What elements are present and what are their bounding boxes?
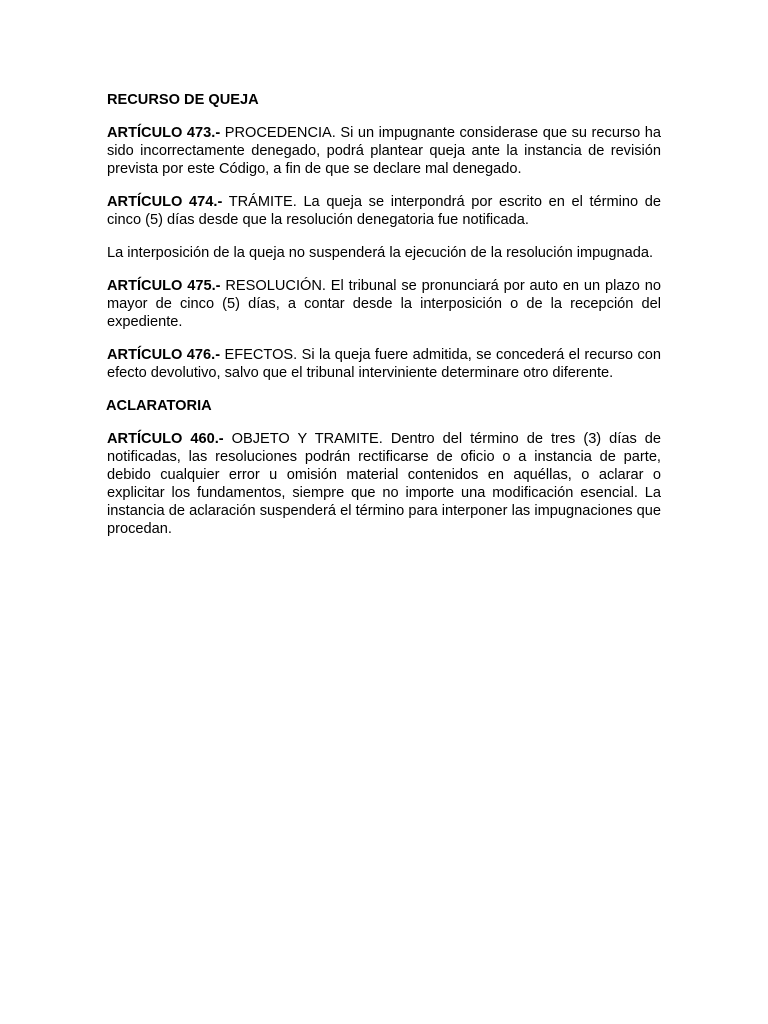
article-474-number: ARTÍCULO 474.- xyxy=(107,194,223,210)
section-heading-aclaratoria: ACLARATORIA xyxy=(106,398,212,414)
article-475-text: RESOLUCIÓN. El tribunal se pronunciará por auto en un plazo no mayor de cinco (5) días, a contar desde la interposición o de la recepción del expediente. xyxy=(107,278,661,330)
article-476-number: ARTÍCULO 476.- xyxy=(107,347,221,363)
article-474-paragraph xyxy=(107,193,661,229)
queja-no-suspende-text: La interposición de la queja no suspenderá la ejecución de la resolución impugnada. xyxy=(107,245,654,261)
article-476-paragraph xyxy=(107,346,661,382)
article-475-paragraph xyxy=(107,277,661,331)
queja-no-suspende-paragraph xyxy=(107,244,661,262)
article-475-number: ARTÍCULO 475.- xyxy=(107,278,221,294)
article-473-paragraph xyxy=(107,124,661,178)
section-heading-recurso-de-queja: RECURSO DE QUEJA xyxy=(107,92,259,108)
article-460-number: ARTÍCULO 460.- xyxy=(107,431,224,447)
article-473-text: PROCEDENCIA. Si un impugnante considerase que su recurso ha sido incorrectamente denegado, podrá plantear queja ante la instancia de revisión prevista por este Código, a fin de que se declare mal denegado. xyxy=(107,125,661,177)
article-460-text: OBJETO Y TRAMITE. Dentro del término de tres (3) días de notificadas, las resoluciones podrán rectificarse de oficio o a instancia de parte, debido cualquier error u omisión material contenidos en aquéllas, o aclarar o explicitar los fundamentos, siempre que no importe una modificación esencial. La instancia de aclaración suspenderá el término para interponer las impugnaciones que procedan. xyxy=(107,431,661,537)
article-473-number: ARTÍCULO 473.- xyxy=(107,125,221,141)
article-474-text: TRÁMITE. La queja se interpondrá por escrito en el término de cinco (5) días desde que la resolución denegatoria fue notificada. xyxy=(107,194,662,228)
article-476-text: EFECTOS. Si la queja fuere admitida, se concederá el recurso con efecto devolutivo, salvo que el tribunal interviniente determinare otro diferente. xyxy=(107,347,661,381)
document-page xyxy=(107,91,661,538)
article-460-paragraph xyxy=(107,430,661,538)
